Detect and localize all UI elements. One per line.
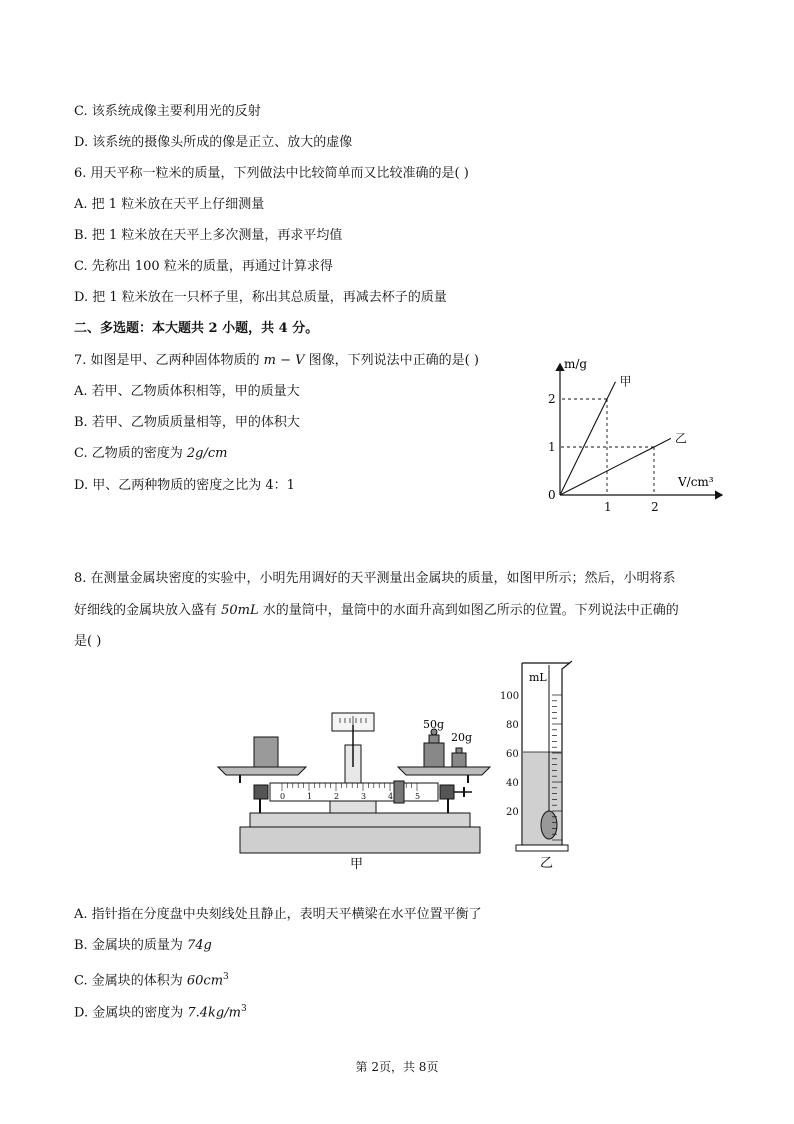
- cylinder-mark-100: 100: [500, 691, 520, 702]
- q6-stem: 6. 用天平称一粒米的质量，下列做法中比较简单而又比较准确的是( ): [74, 166, 469, 181]
- balance-caption: 甲: [350, 857, 364, 872]
- weight-50g-label: 50g: [423, 718, 445, 731]
- cylinder-unit: mL: [529, 671, 547, 684]
- q7-option-d: D. 甲、乙两种物质的密度之比为 4：1: [74, 478, 295, 493]
- q8-option-d-math: 7.4kg/m: [187, 1005, 241, 1021]
- page-footer: 第 2页，共 8页: [355, 1060, 439, 1074]
- q8-option-d-sup: 3: [240, 1004, 247, 1014]
- mv-graph: [530, 350, 730, 520]
- q5-option-d: D. 该系统的摄像头所成的像是正立、放大的虚像: [74, 135, 353, 150]
- beam-label-3: 3: [361, 792, 367, 801]
- weight-50g: [424, 743, 444, 767]
- x-tick-2: 2: [651, 500, 659, 514]
- left-pan: [218, 767, 306, 775]
- cylinder-caption: 乙: [540, 856, 554, 871]
- beam-label-2: 2: [334, 792, 340, 801]
- q7-option-c-text: C. 乙物质的密度为: [74, 446, 187, 461]
- q7-option-a: A. 若甲、乙物质体积相等，甲的质量大: [74, 384, 300, 399]
- balance-base: [240, 827, 480, 853]
- q8-option-c: [74, 968, 229, 990]
- y-tick-1: 1: [548, 440, 556, 454]
- section-heading-multiple-choice: 二、多选题：本大题共 2 小题，共 4 分。: [74, 321, 319, 336]
- balance-beam: [270, 783, 438, 801]
- q5-option-c: C. 该系统成像主要利用光的反射: [74, 104, 261, 119]
- cylinder-mark-40: 40: [506, 778, 519, 789]
- y-axis-label: m/g: [564, 357, 588, 371]
- q7-option-b: B. 若甲、乙物质质量相等，甲的体积大: [74, 415, 300, 430]
- beam-label-1: 1: [307, 792, 313, 801]
- x-tick-1: 1: [604, 500, 612, 514]
- q8-line2-math: 50mL: [221, 603, 259, 618]
- q6-option-c: C. 先称出 100 粒米的质量，再通过计算求得: [74, 259, 333, 274]
- q8-option-c-sup: 3: [223, 972, 229, 982]
- q6-option-b: B. 把 1 粒米放在天平上多次测量，再求平均值: [74, 228, 343, 243]
- q8-stem-line2: [74, 602, 679, 620]
- cylinder-figure: [500, 655, 590, 875]
- cylinder-foot: [516, 845, 568, 851]
- weight-20g: [452, 753, 466, 767]
- q8-option-b-text: B. 金属块的质量为: [74, 938, 187, 953]
- beam-label-5: 5: [415, 792, 421, 801]
- q8-option-d: [74, 1000, 247, 1022]
- q7-stem-post: 图像，下列说法中正确的是( ): [304, 353, 479, 368]
- q7-option-c-math: 2g/cm: [186, 446, 228, 461]
- beam-label-4: 4: [388, 792, 394, 801]
- q7-stem: [74, 352, 479, 370]
- q8-option-b-math: 74g: [186, 938, 212, 953]
- x-axis-label: V/cm³: [678, 475, 714, 489]
- cylinder-mark-60: 60: [506, 749, 519, 760]
- q6-option-a: A. 把 1 粒米放在天平上仔细测量: [74, 197, 265, 212]
- metal-in-water: [541, 811, 557, 839]
- q7-stem-math: m − V: [263, 353, 305, 368]
- series-label-2: 乙: [674, 431, 687, 446]
- q8-stem-line1: 8. 在测量金属块密度的实验中，小明先用调好的天平测量出金属块的质量，如图甲所示；然后，小明将系: [74, 571, 676, 586]
- weight-20g-label: 20g: [451, 731, 473, 744]
- q8-option-c-text: C. 金属块的体积为: [74, 973, 187, 989]
- q8-option-a: A. 指针指在分度盘中央刻线处且静止，表明天平横梁在水平位置平衡了: [74, 907, 482, 922]
- q8-option-d-text: D. 金属块的密度为: [74, 1005, 188, 1021]
- q8-option-b: [74, 937, 212, 955]
- y-tick-2: 2: [548, 392, 556, 406]
- q7-stem-pre: 7. 如图是甲、乙两种固体物质的: [74, 353, 264, 368]
- beam-label-0: 0: [280, 792, 286, 801]
- cylinder-mark-20: 20: [506, 807, 519, 818]
- right-pan: [398, 767, 490, 775]
- q8-option-c-math: 60cm: [186, 973, 224, 989]
- q6-option-d: D. 把 1 粒米放在一只杯子里，称出其总质量，再减去杯子的质量: [74, 290, 447, 305]
- balance-figure: [210, 705, 500, 875]
- q8-line2-pre: 好细线的金属块放入盛有: [74, 603, 222, 618]
- series-label-1: 甲: [619, 374, 632, 389]
- rider: [394, 781, 404, 803]
- cylinder-mark-80: 80: [506, 720, 519, 731]
- metal-block: [254, 737, 278, 767]
- balance-pillar-foot: [330, 801, 376, 813]
- q7-option-c: [74, 445, 227, 463]
- origin-label: 0: [548, 488, 556, 502]
- balance-base-top: [250, 813, 470, 827]
- q8-line2-post: 水的量筒中，量筒中的水面升高到如图乙所示的位置。下列说法中正确的: [258, 603, 679, 618]
- q8-stem-line3: 是( ): [74, 634, 102, 649]
